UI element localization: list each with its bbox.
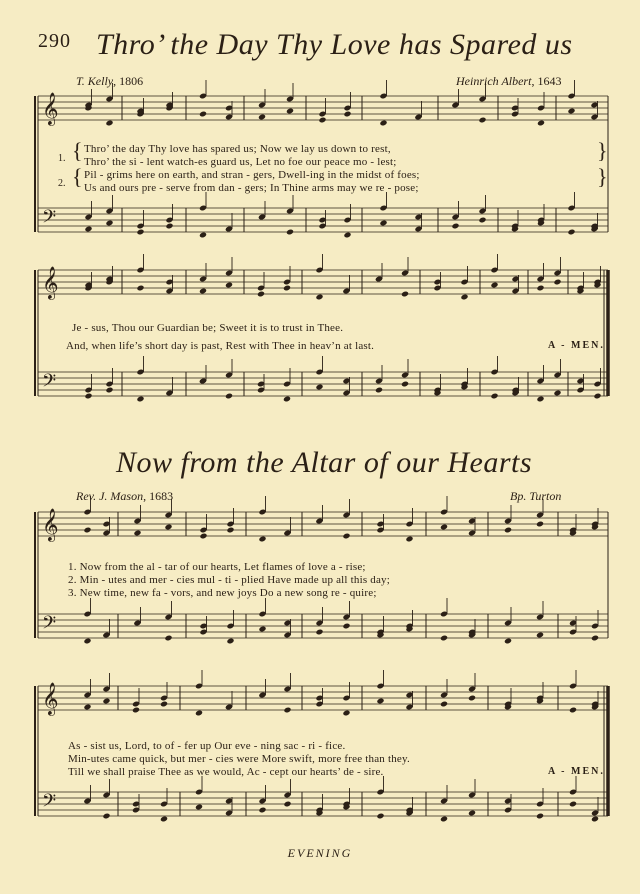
hymn1-system2-treble-clef: 𝄞 bbox=[42, 266, 59, 299]
hymn1-system2-bass-notehead bbox=[315, 384, 323, 391]
hymn2-system2-treble-notehead bbox=[342, 710, 350, 717]
hymn2-system1-bass-clef: 𝄢 bbox=[42, 613, 57, 638]
verse-brace-2: { bbox=[72, 164, 83, 189]
hymn1-system1-bass-notehead bbox=[379, 220, 387, 227]
hymn2-system2-treble-notehead bbox=[83, 704, 91, 711]
hymn1-system1-bass-notehead bbox=[286, 229, 294, 236]
hymn2-system1-treble-notehead bbox=[83, 527, 91, 534]
hymn2-system1-treble-notehead bbox=[440, 524, 448, 531]
hymn2-system2-bass-notehead bbox=[160, 816, 168, 823]
hymn1-refrain-line-1: Je - sus, Thou our Guardian be; Sweet it is to trust in Thee. bbox=[72, 322, 344, 334]
hymn2-system1-bass-notehead bbox=[342, 623, 350, 630]
hymn2-title: Now from the Altar of our Hearts bbox=[116, 446, 533, 479]
hymn1-system2-bass-notehead bbox=[490, 393, 498, 400]
hymn1-refrain-line-2: And, when life’s short day is past, Rest with Thee in heav’n at last. bbox=[66, 340, 375, 352]
hymn1-system2-bass-clef: 𝄢 bbox=[42, 371, 57, 396]
hymn2-system1-treble-clef: 𝄞 bbox=[42, 508, 59, 541]
hymn1-system1-bass-notehead bbox=[451, 223, 459, 230]
hymn1-composer-name: Heinrich Albert bbox=[456, 74, 532, 88]
hymn1-author-year: , 1806 bbox=[113, 74, 144, 88]
hymn1-system1-bass-notehead bbox=[343, 232, 351, 239]
hymn2-system2-treble-notehead bbox=[376, 698, 384, 705]
verse-brace-1: { bbox=[72, 138, 83, 163]
hymn2-system2-bass-notehead bbox=[258, 807, 266, 814]
hymn1-system2-treble-notehead bbox=[283, 285, 291, 292]
hymn1-system2-treble-notehead bbox=[136, 285, 144, 292]
hymn1-system2-treble-notehead bbox=[199, 288, 207, 295]
hymn1-lyric-line-2: Thro’ the si - lent watch-es guard us, Let no foe our peace mo - lest; bbox=[84, 156, 397, 168]
hymn1-system2-treble-notehead bbox=[225, 282, 233, 289]
hymn1-system2-treble-notehead bbox=[257, 291, 265, 298]
verse-brace-1-right: } bbox=[597, 138, 608, 163]
hymn2-system2-treble-notehead bbox=[132, 707, 140, 714]
hymn1-system2-bass-notehead bbox=[593, 393, 601, 400]
hymn1-system1-treble-notehead bbox=[537, 120, 545, 127]
hymn1-system2-bass-notehead bbox=[283, 396, 291, 403]
hymn2-system1-bass-notehead bbox=[226, 638, 234, 645]
hymn2-system2-bass-notehead bbox=[569, 801, 577, 808]
hymn2-system2-bass-notehead bbox=[591, 816, 599, 823]
hymn2-system1-treble-notehead bbox=[342, 533, 350, 540]
hymn2-system1-treble-notehead bbox=[536, 521, 544, 528]
hymn2-system1-bass-notehead bbox=[164, 635, 172, 642]
hymn2-author-year: , 1683 bbox=[143, 489, 174, 503]
hymn1-amen: A - MEN. bbox=[548, 340, 605, 351]
hymn2-system1-treble-notehead bbox=[199, 533, 207, 540]
hymn2-system1-treble-notehead bbox=[164, 524, 172, 531]
hymn1-lyric-line-3: Pil - grims here on earth, and stran - gers, Dwell-ing in the midst of foes; bbox=[84, 169, 420, 181]
hymn1-system1-bass-notehead bbox=[199, 232, 207, 239]
hymn2-composer: Bp. Turton bbox=[510, 489, 562, 503]
hymn2-system2-treble-notehead bbox=[569, 707, 577, 714]
hymn1-system2-bass-notehead bbox=[536, 396, 544, 403]
hymn1-system2-bass-notehead bbox=[553, 390, 561, 397]
hymn1-lyric-line-4: Us and ours pre - serve from dan - gers; In Thine arms may we re - pose; bbox=[84, 182, 419, 194]
hymn2-system1-treble-notehead bbox=[133, 530, 141, 537]
hymn1-system1-treble-notehead bbox=[258, 114, 266, 121]
hymn2-system1-treble-notehead bbox=[226, 527, 234, 534]
hymn1-system1-treble-notehead bbox=[567, 108, 575, 115]
hymn1-system1-bass-clef: 𝄢 bbox=[42, 207, 57, 232]
hymn1-system1-bass-notehead bbox=[567, 229, 575, 236]
hymn2-system2-treble-notehead bbox=[102, 698, 110, 705]
hymn1-author-name: T. Kelly bbox=[76, 74, 114, 88]
hymn2-system2-bass-notehead bbox=[376, 813, 384, 820]
hymn1-system1-bass-notehead bbox=[136, 229, 144, 236]
hymn2-refrain-line-3: Till we shall praise Thee as we would, Ac - cept our hearts’ de - sire. bbox=[68, 766, 384, 778]
hymn2-system1-treble-notehead bbox=[504, 527, 512, 534]
hymn1-system1-treble-notehead bbox=[478, 117, 486, 124]
verse-number-1: 1. bbox=[58, 153, 66, 164]
hymn2-system2-treble-notehead bbox=[468, 695, 476, 702]
hymn1-system1-treble-notehead bbox=[379, 120, 387, 127]
hymn1-system2-bass-notehead bbox=[105, 387, 113, 394]
hymn1-system1-treble-clef: 𝄞 bbox=[42, 92, 59, 125]
hymn1-system2-treble-notehead bbox=[315, 294, 323, 301]
hymn2-system2-treble-notehead bbox=[160, 701, 168, 708]
hymn2-system2-bass-notehead bbox=[102, 813, 110, 820]
hymn2-system2-treble-clef: 𝄞 bbox=[42, 682, 59, 715]
hymn1-system1-bass-notehead bbox=[84, 226, 92, 233]
verse-number-2: 2. bbox=[58, 178, 66, 189]
hymn2-system2-bass-notehead bbox=[283, 801, 291, 808]
hymn2-lyric-line-2: 2. Min - utes and mer - cies mul - ti - plied Have made up all this day; bbox=[68, 574, 391, 586]
hymn2-refrain-line-2: Min-utes came quick, but mer - cies were More swift, more free than they. bbox=[68, 753, 410, 765]
hymn1-title: Thro’ the Day Thy Love has Spared us bbox=[96, 28, 573, 61]
hymn2-system2-bass-notehead bbox=[440, 816, 448, 823]
hymn1-system1-treble-notehead bbox=[286, 108, 294, 115]
hymn1-system1-bass-notehead bbox=[105, 220, 113, 227]
hymn2-system1-bass-notehead bbox=[440, 635, 448, 642]
hymn1-system2-bass-notehead bbox=[375, 387, 383, 394]
hymn2-refrain-line-1: As - sist us, Lord, to of - fer up Our eve - ning sac - ri - fice. bbox=[68, 740, 346, 752]
hymn1-system1-treble-notehead bbox=[318, 117, 326, 124]
hymn1-system1-treble-notehead bbox=[105, 120, 113, 127]
hymn2-system2-bass-notehead bbox=[468, 810, 476, 817]
hymn1-system2-bass-notehead bbox=[225, 393, 233, 400]
hymn1-system1-treble-notehead bbox=[199, 111, 207, 118]
hymn1-system2-treble-notehead bbox=[553, 279, 561, 286]
hymn2-system2-treble-notehead bbox=[195, 710, 203, 717]
hymn2-system2-treble-notehead bbox=[440, 701, 448, 708]
hymn1-system2-treble-notehead bbox=[536, 285, 544, 292]
hymn2-lyric-line-1: 1. Now from the al - tar of our hearts, Let flames of love a - rise; bbox=[68, 561, 366, 573]
hymn1-composer-year: , 1643 bbox=[531, 74, 562, 88]
verse-brace-2-right: } bbox=[597, 164, 608, 189]
hymn2-author-name: Rev. J. Mason bbox=[76, 489, 144, 503]
hymn1-system2-bass-notehead bbox=[84, 393, 92, 400]
hymn1-system1-bass-notehead bbox=[478, 217, 486, 224]
hymn2-system1-bass-notehead bbox=[536, 632, 544, 639]
hymn2-system1-treble-notehead bbox=[405, 536, 413, 543]
hymn2-system1-bass-notehead bbox=[83, 638, 91, 645]
hymn2-system2-bass-notehead bbox=[195, 804, 203, 811]
hymn2-system2-bass-notehead bbox=[536, 813, 544, 820]
hymn2-system2-bass-clef: 𝄢 bbox=[42, 791, 57, 816]
hymn2-system1-treble-notehead bbox=[258, 536, 266, 543]
page-number: 290 bbox=[38, 30, 71, 52]
page-footer: EVENING bbox=[287, 846, 353, 860]
hymn1-lyric-line-1: Thro’ the day Thy love has spared us; Now we lay us down to rest, bbox=[84, 143, 391, 155]
hymn1-system2-treble-notehead bbox=[401, 291, 409, 298]
hymn1-system2-treble-notehead bbox=[490, 282, 498, 289]
hymn2-system1-bass-notehead bbox=[591, 635, 599, 642]
hymn2-system1-bass-notehead bbox=[258, 626, 266, 633]
hymn1-system2-treble-notehead bbox=[460, 294, 468, 301]
hymn2-amen: A - MEN. bbox=[548, 766, 605, 777]
hymn2-system2-treble-notehead bbox=[283, 707, 291, 714]
hymn1-system1-bass-notehead bbox=[165, 223, 173, 230]
hymn2-system1-bass-notehead bbox=[315, 629, 323, 636]
hymn2-system1-bass-notehead bbox=[504, 638, 512, 645]
hymn1-system1-treble-notehead bbox=[343, 111, 351, 118]
hymn1-system2-bass-notehead bbox=[401, 381, 409, 388]
hymn1-system2-bass-notehead bbox=[136, 396, 144, 403]
hymn2-lyric-line-3: 3. New time, new fa - vors, and new joys Do a new song re - quire; bbox=[68, 587, 377, 599]
